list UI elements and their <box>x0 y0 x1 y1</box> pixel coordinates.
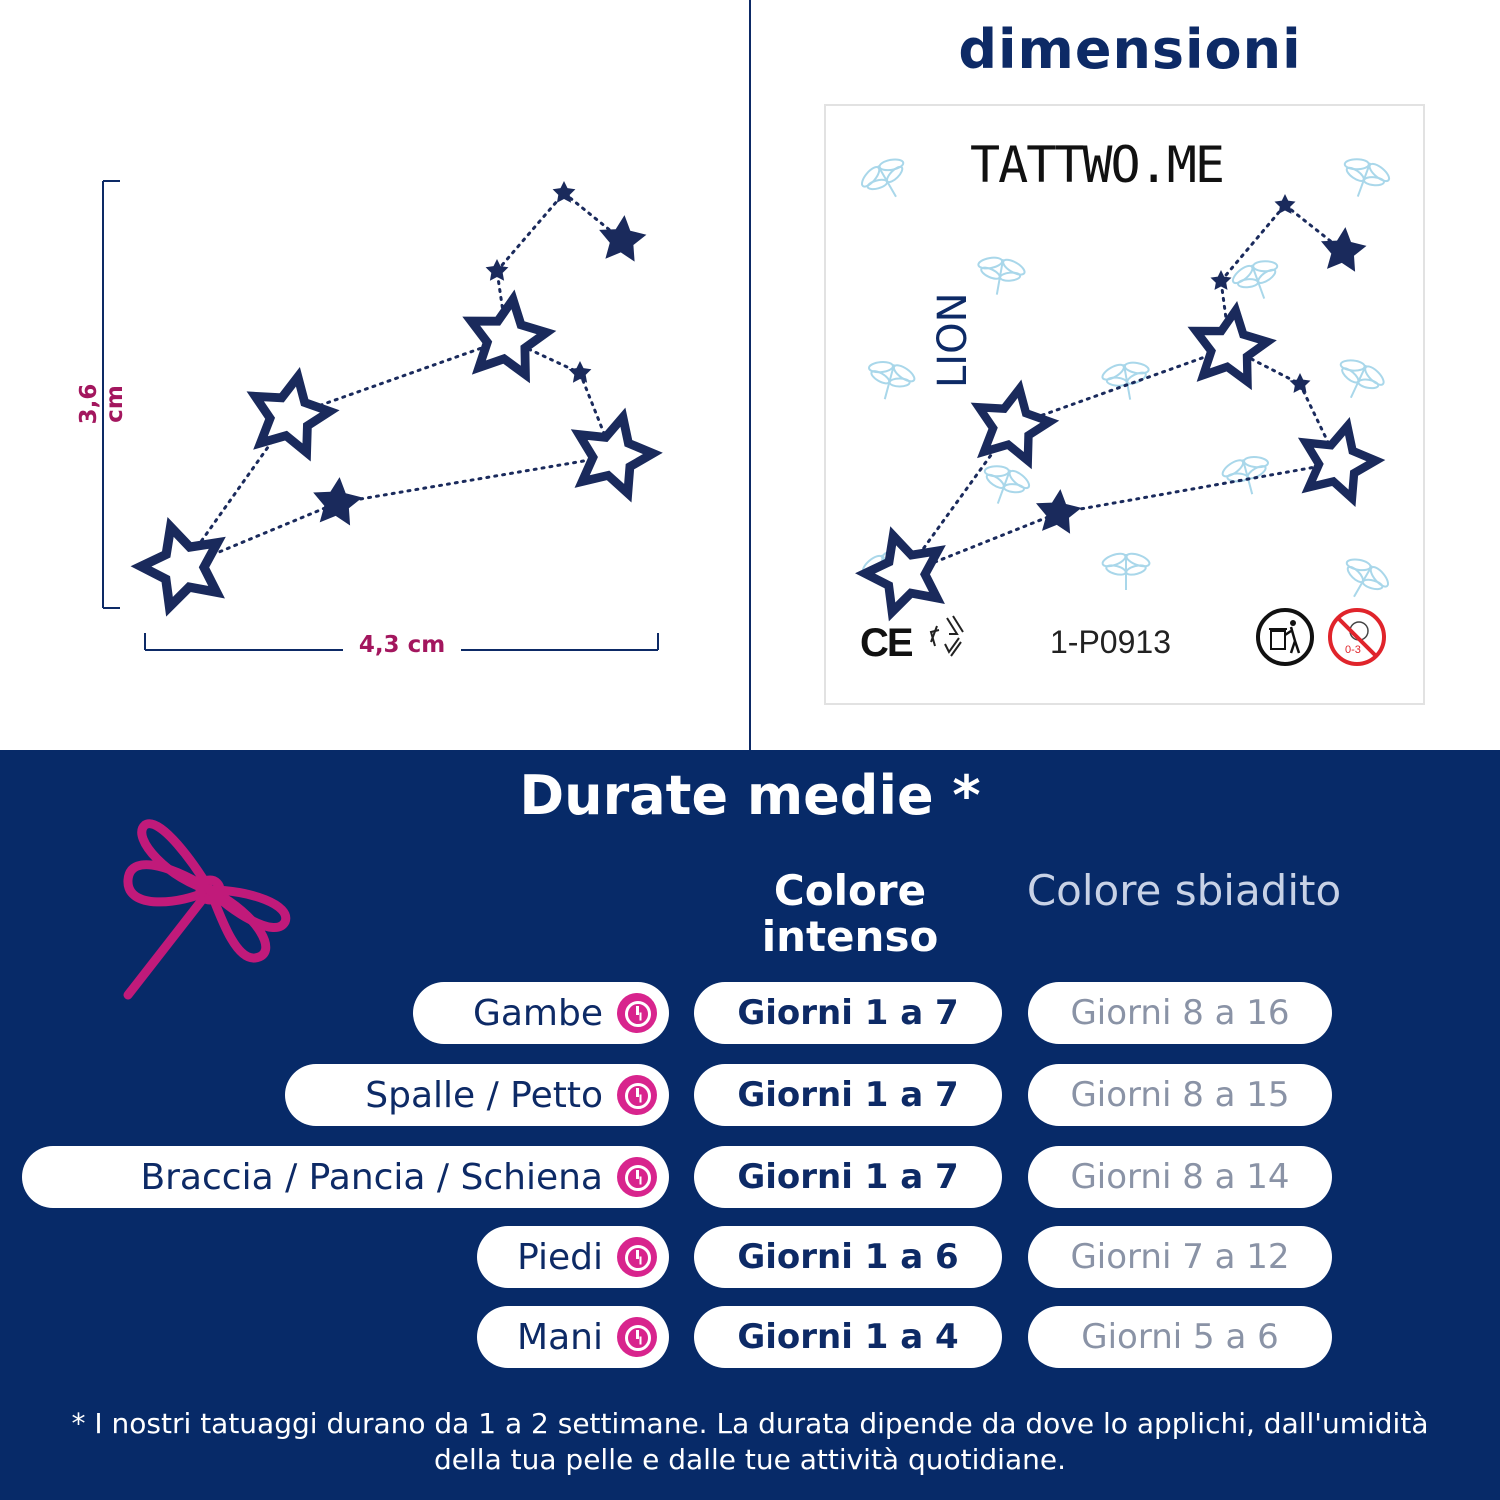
body-area-piedi <box>477 1226 669 1288</box>
body-area-mani <box>477 1306 669 1368</box>
intense-duration: Giorni 1 a 7 <box>694 982 1002 1044</box>
body-area-label: Mani <box>517 1316 603 1358</box>
constellation-link <box>337 456 613 503</box>
age-warning-icon <box>1330 610 1384 664</box>
constellation-link <box>1012 348 1230 426</box>
dragonfly-icon <box>855 151 918 210</box>
intense-duration: Giorni 1 a 7 <box>694 1064 1002 1126</box>
dragonfly-icon <box>1332 551 1395 610</box>
ce-mark: CE <box>860 621 912 665</box>
recycle-icon <box>931 616 963 656</box>
dimensions-title: dimensioni <box>958 18 1302 81</box>
dragonfly-icon <box>110 810 310 1010</box>
dragonfly-icon <box>1218 450 1276 500</box>
body-area-label: Spalle / Petto <box>365 1074 603 1116</box>
faded-duration: Giorni 8 a 16 <box>1028 982 1332 1044</box>
star-icon <box>471 299 546 374</box>
body-area-spalle-petto <box>285 1064 669 1126</box>
body-area-gambe <box>413 982 669 1044</box>
dragonfly-icon <box>1099 357 1155 404</box>
constellation-link <box>1058 463 1338 513</box>
star-icon <box>1196 310 1268 381</box>
clock-icon <box>617 1317 657 1357</box>
footnote: * I nostri tatuaggi durano da 1 a 2 settimane. La durata dipende da dove lo applichi, dall'umidità della tua pelle e dalle tue attività quotidiane. <box>71 1407 1429 1476</box>
width-label: 4,3 cm <box>343 632 461 658</box>
constellation-link <box>497 193 564 271</box>
svg-text:0-3: 0-3 <box>1345 644 1361 656</box>
column-header-faded: Colore sbiadito <box>1026 866 1342 915</box>
tattoo-name: LION <box>930 292 976 388</box>
star-icon <box>1321 227 1367 272</box>
star-icon <box>313 477 362 525</box>
star-icon <box>599 215 646 262</box>
body-area-label: Braccia / Pancia / Schiena <box>140 1156 603 1198</box>
dragonfly-icon <box>1328 352 1390 408</box>
star-icon <box>979 389 1050 461</box>
clock-icon <box>617 1157 657 1197</box>
faded-duration: Giorni 7 a 12 <box>1028 1226 1332 1288</box>
star-icon <box>1306 426 1376 498</box>
star-icon <box>569 361 592 383</box>
body-area-braccia-pancia-schiena <box>22 1146 669 1208</box>
tattoo-sheet-card <box>824 104 1425 705</box>
star-icon <box>579 417 653 493</box>
intense-duration: Giorni 1 a 7 <box>694 1146 1002 1208</box>
faded-duration: Giorni 5 a 6 <box>1028 1306 1332 1368</box>
intense-duration: Giorni 1 a 6 <box>694 1226 1002 1288</box>
brand-logo: TATTWO.ME <box>970 136 1223 194</box>
body-area-label: Gambe <box>472 992 603 1034</box>
clock-icon <box>617 1237 657 1277</box>
star-icon <box>486 259 509 281</box>
dragonfly-icon <box>974 459 1034 513</box>
dragonfly-icon <box>1101 551 1151 590</box>
height-label: 3,6 cm <box>76 383 128 425</box>
star-icon <box>141 527 217 607</box>
panel-divider <box>749 0 751 750</box>
body-area-label: Piedi <box>517 1236 603 1278</box>
intense-duration: Giorni 1 a 4 <box>694 1306 1002 1368</box>
star-icon <box>1290 373 1311 393</box>
column-header-intense: Colore intenso <box>761 866 939 961</box>
faded-duration: Giorni 8 a 14 <box>1028 1146 1332 1208</box>
star-icon <box>255 377 330 453</box>
tattoo-sheet-artwork <box>826 106 1423 703</box>
clock-icon <box>617 993 657 1033</box>
dragonfly-icon <box>1334 152 1394 206</box>
product-code: 1-P0913 <box>1050 624 1171 660</box>
clock-icon <box>617 1075 657 1115</box>
leo-constellation-tattoo <box>865 194 1376 612</box>
dragonfly-icon <box>972 252 1028 299</box>
star-icon <box>1036 489 1082 534</box>
durations-title: Durate medie * <box>519 764 981 827</box>
star-icon <box>865 536 938 612</box>
dispose-bin-icon <box>1258 610 1312 664</box>
durations-panel <box>0 750 1500 1500</box>
dragonfly-icon <box>861 355 919 405</box>
leo-constellation <box>141 181 653 607</box>
faded-duration: Giorni 8 a 15 <box>1028 1064 1332 1126</box>
